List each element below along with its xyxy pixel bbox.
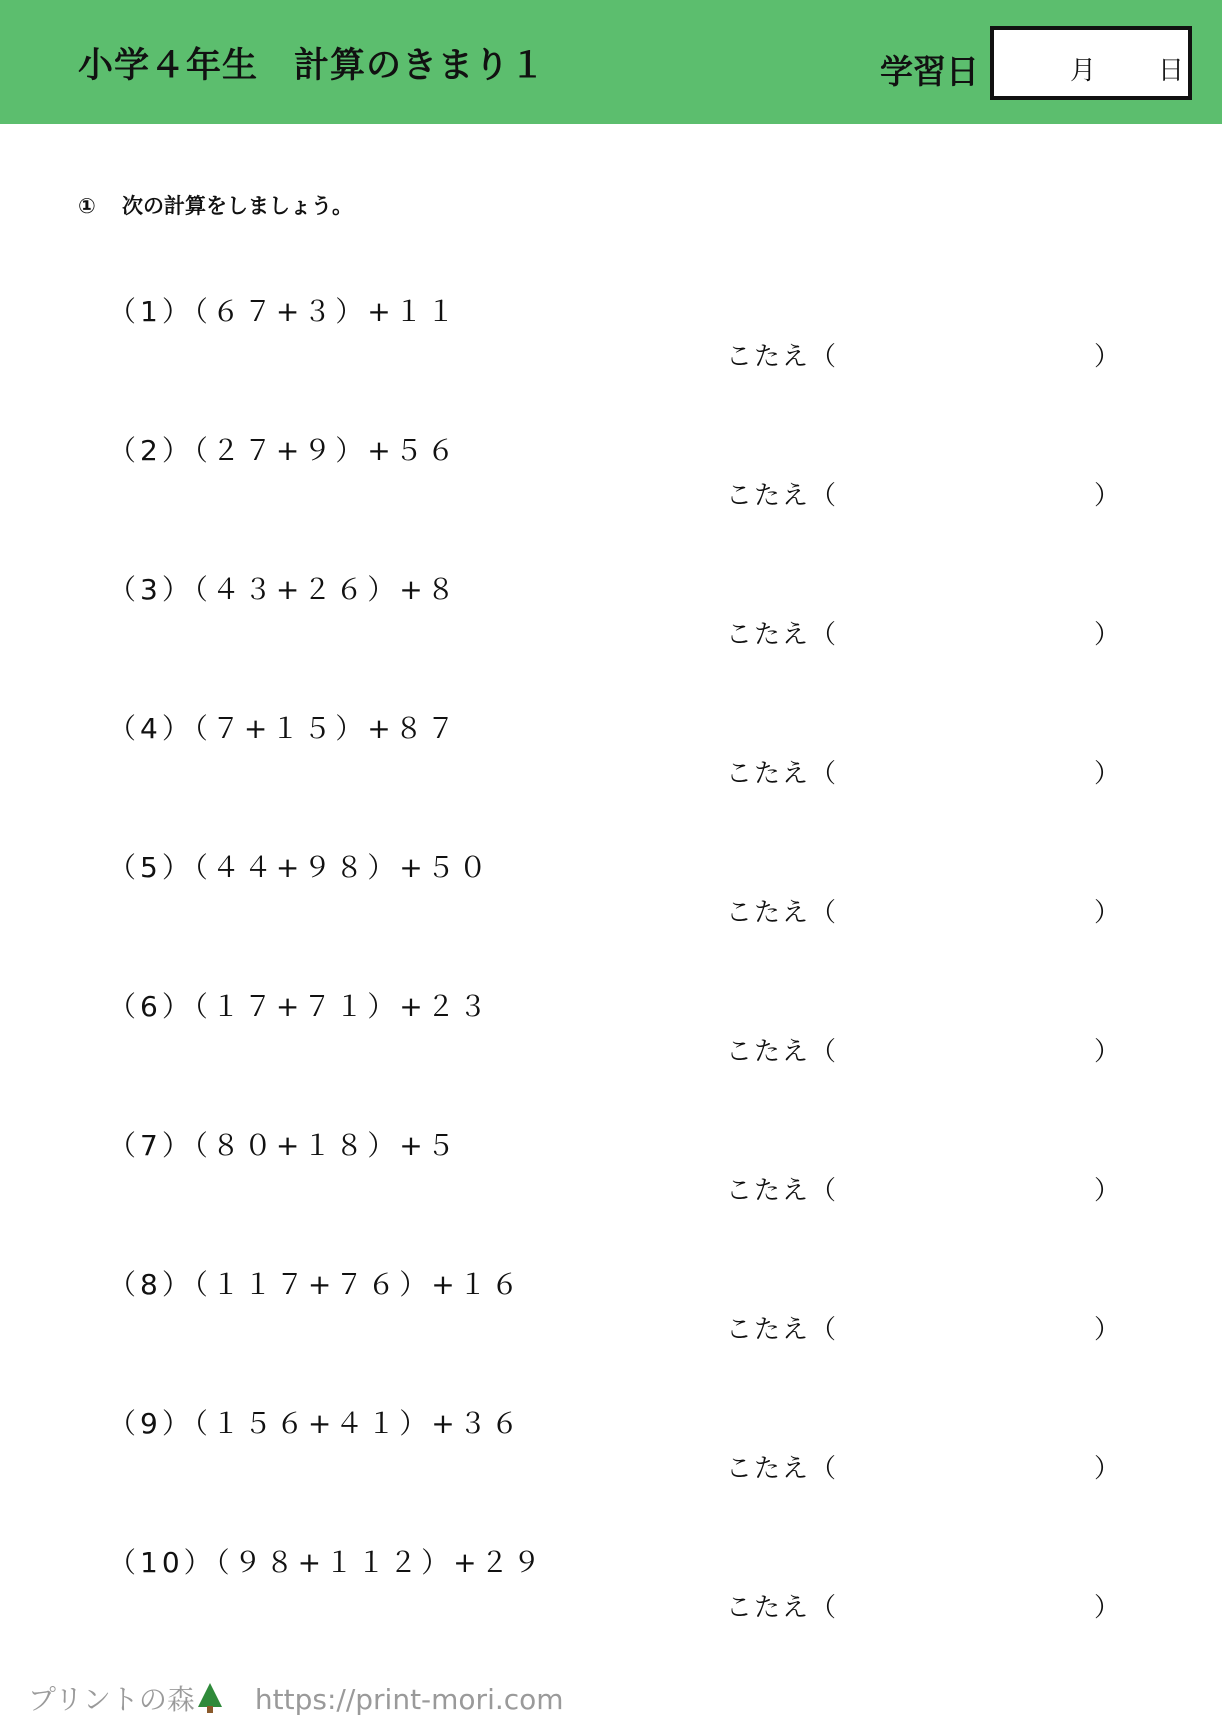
problem-item [0, 1124, 1222, 1263]
problem-item [0, 985, 1222, 1124]
answer-close-paren: ） [1094, 898, 1121, 928]
answer-close-paren: ） [1094, 759, 1121, 789]
answer-label: こたえ（ [726, 898, 839, 928]
problem-expression: （6）（１７+７１）+２３ [108, 990, 491, 1023]
study-date-label: 学習日 [880, 52, 979, 91]
problem-item [0, 707, 1222, 846]
answer-close-paren: ） [1094, 620, 1121, 650]
site-name: プリントの森 [28, 1683, 195, 1716]
answer-label: こたえ（ [726, 342, 839, 372]
problem-expression: （2）（２７+９）+５６ [108, 434, 459, 467]
instruction-text: 次の計算をしましょう。 [122, 194, 353, 218]
problem-expression: （4）（７+１５）+８７ [108, 712, 459, 745]
problem-item [0, 568, 1222, 707]
answer-close-paren: ） [1094, 342, 1121, 372]
answer-close-paren: ） [1094, 481, 1121, 511]
footer [28, 1678, 564, 1718]
instruction-number: ① [78, 194, 96, 218]
evergreen-tree-icon [197, 1683, 223, 1713]
answer-close-paren: ） [1094, 1037, 1121, 1067]
problem-expression: （3）（４３+２６）+８ [108, 573, 459, 606]
answer-close-paren: ） [1094, 1454, 1121, 1484]
answer-label: こたえ（ [726, 1454, 839, 1484]
problem-expression: （1）（６７+３）+１１ [108, 295, 459, 328]
problem-expression: （9）（１５６+４１）+３６ [108, 1407, 523, 1440]
answer-label: こたえ（ [726, 1037, 839, 1067]
answer-close-paren: ） [1094, 1176, 1121, 1206]
problem-expression: （5）（４４+９８）+５０ [108, 851, 491, 884]
problem-item [0, 290, 1222, 429]
answer-close-paren: ） [1094, 1315, 1121, 1345]
problem-item [0, 846, 1222, 985]
problem-list [0, 290, 1222, 1680]
answer-label: こたえ（ [726, 481, 839, 511]
answer-label: こたえ（ [726, 1593, 839, 1623]
problem-item [0, 1402, 1222, 1541]
problem-expression: （7）（８０+１８）+５ [108, 1129, 459, 1162]
answer-close-paren: ） [1094, 1593, 1121, 1623]
answer-label: こたえ（ [726, 759, 839, 789]
problem-item [0, 1541, 1222, 1680]
day-label: 日 [1158, 56, 1185, 86]
answer-label: こたえ（ [726, 620, 839, 650]
answer-label: こたえ（ [726, 1315, 839, 1345]
problem-expression: （8）（１１７+７６）+１６ [108, 1268, 523, 1301]
problem-item [0, 429, 1222, 568]
instruction [78, 190, 353, 220]
problem-expression: （10）（９８+１１２）+２９ [108, 1546, 545, 1579]
site-url[interactable]: https://print-mori.com [254, 1683, 564, 1716]
problem-item [0, 1263, 1222, 1402]
page-title: 小学４年生 計算のきまり１ [78, 46, 547, 86]
header-bar [0, 0, 1222, 124]
answer-label: こたえ（ [726, 1176, 839, 1206]
study-date-box [990, 26, 1192, 100]
month-label: 月 [1070, 56, 1097, 86]
